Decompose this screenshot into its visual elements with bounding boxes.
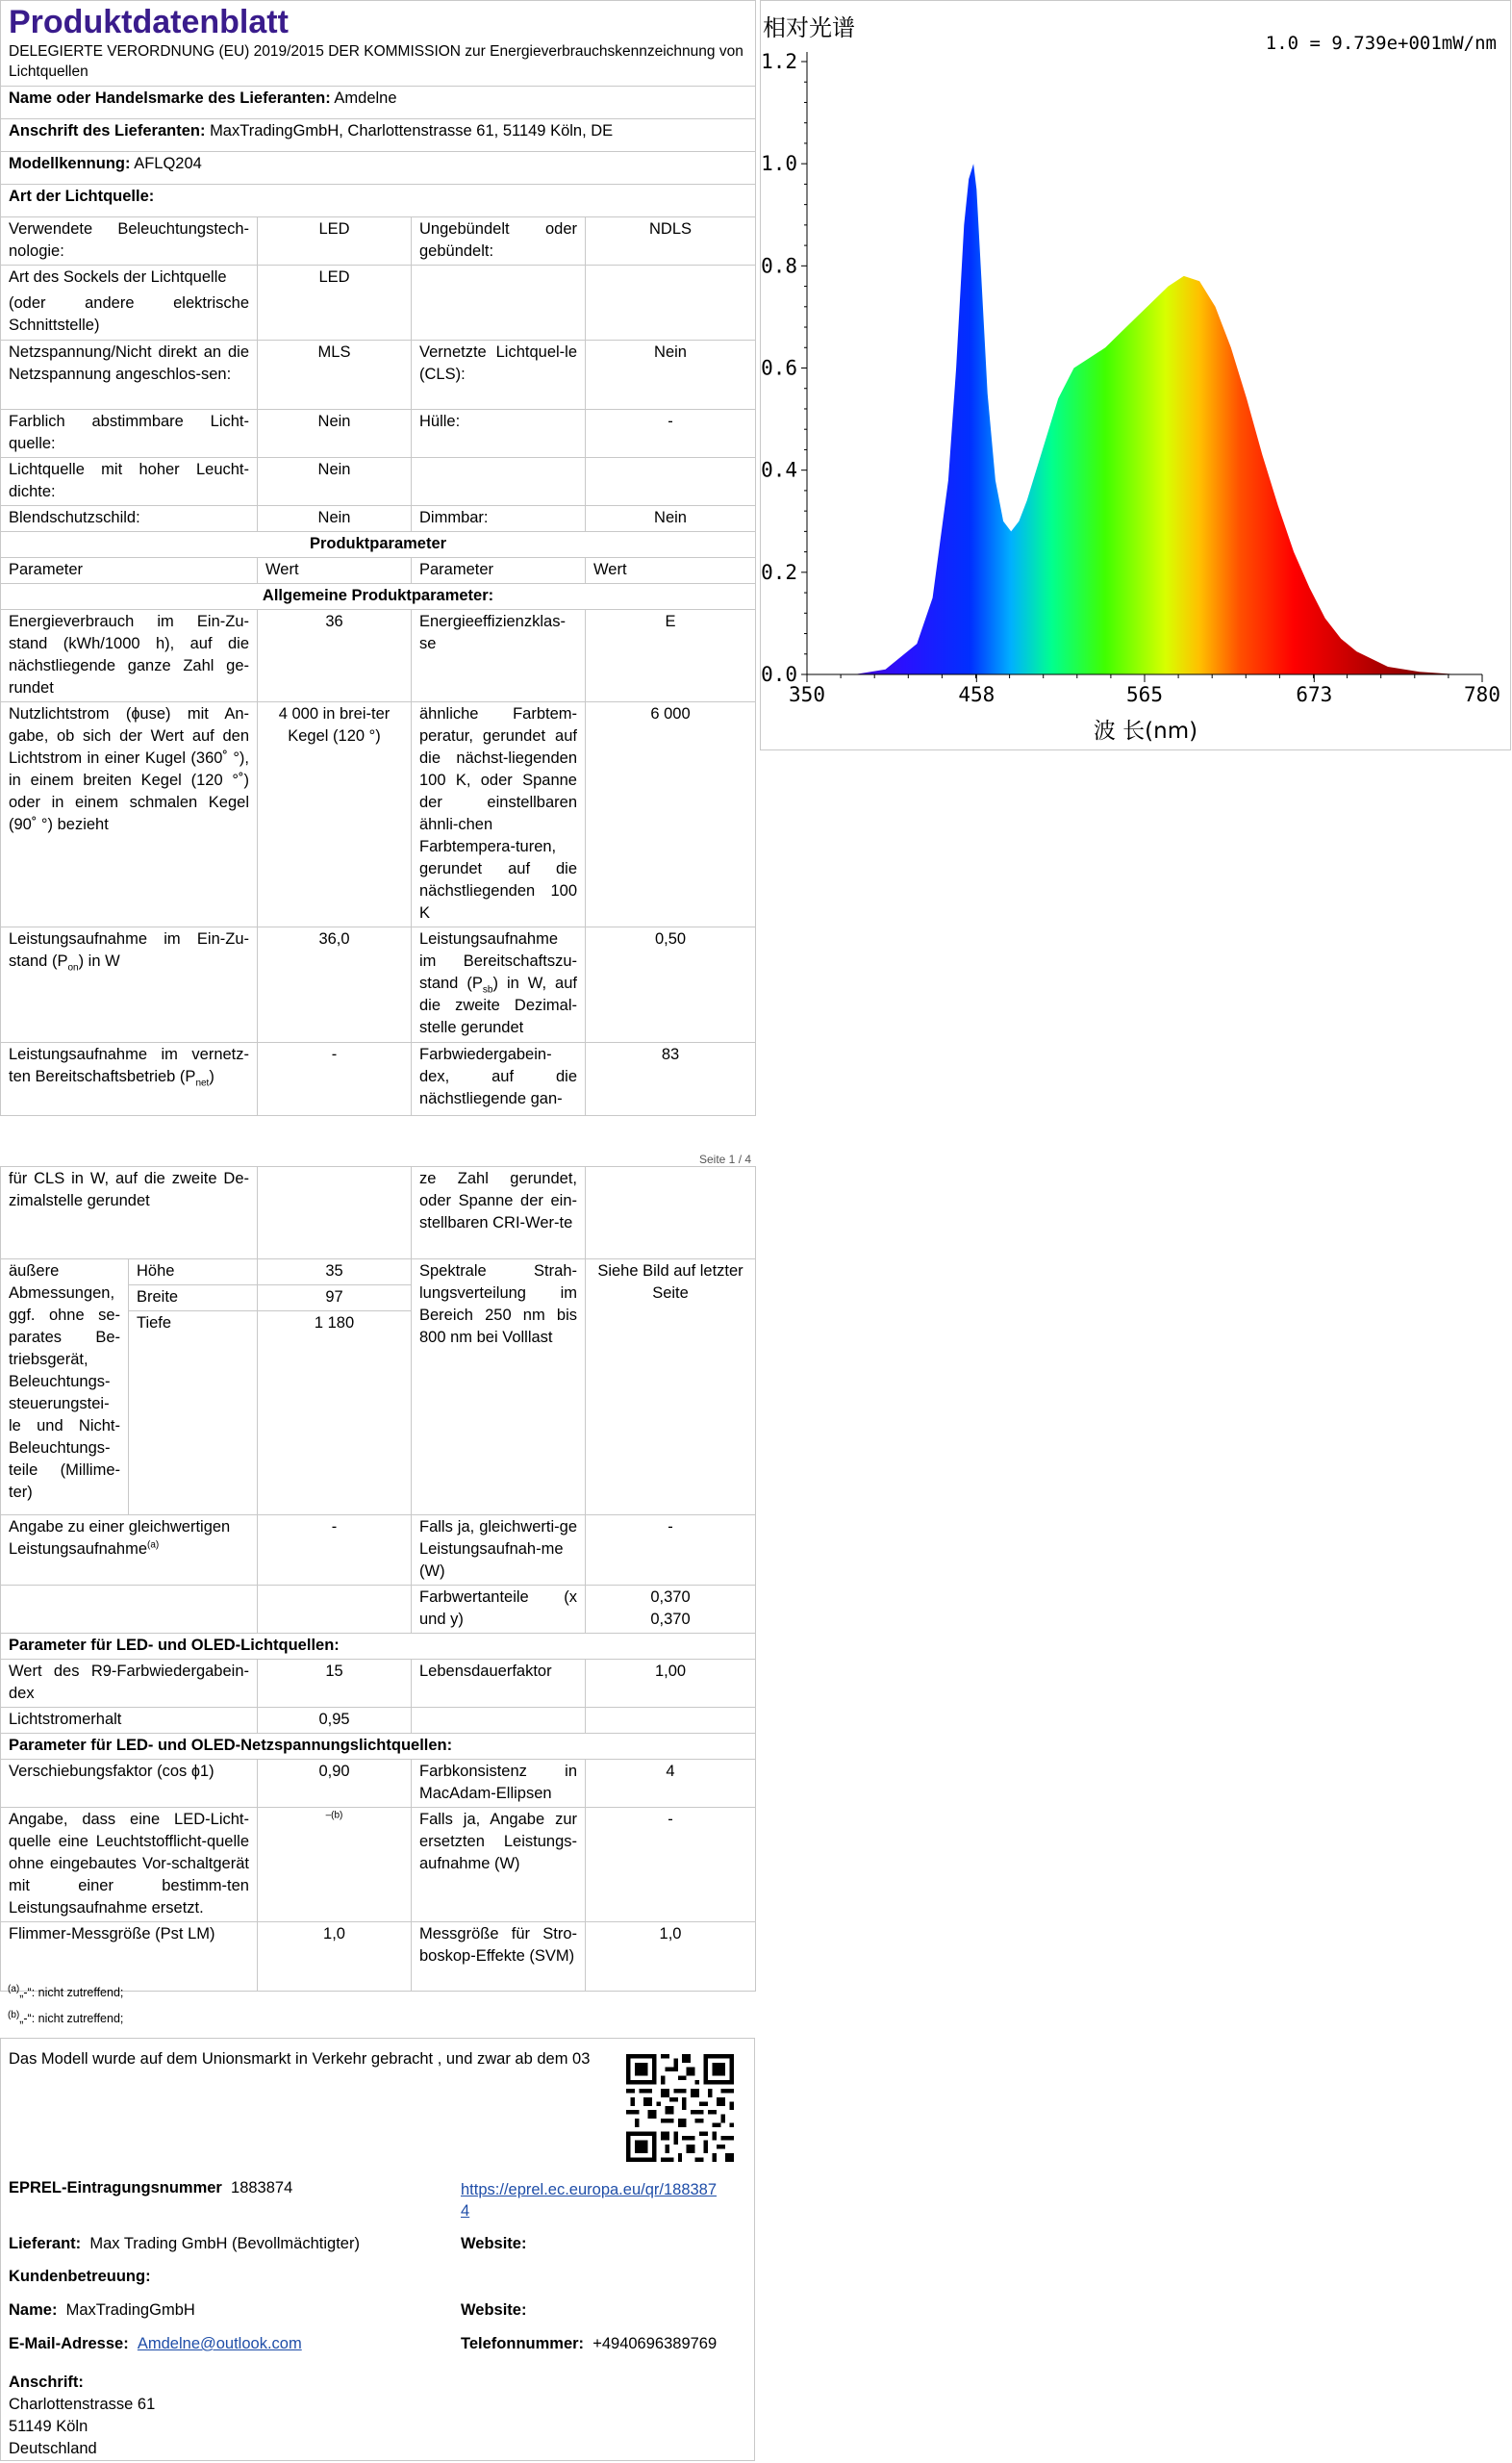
equivalent-power-value: - — [258, 1515, 412, 1586]
col-value-2: Wert — [586, 558, 756, 584]
x-axis-title: 波 长(nm) — [1093, 719, 1198, 744]
r9-value: 15 — [258, 1660, 412, 1708]
high-luminance-label: Lichtquelle mit hoher Leucht-dichte: — [1, 458, 258, 506]
survival-factor-label: Lebensdauerfaktor — [412, 1660, 586, 1708]
replacement-value: –(b) — [258, 1808, 412, 1922]
general-parameters-heading: Allgemeine Produktparameter: — [1, 584, 756, 610]
tunable-label: Farblich abstimmbare Licht-quelle: — [1, 410, 258, 458]
directional-label: Ungebündelt oder gebündelt: — [412, 217, 586, 266]
customer-service-label: Kundenbetreuung: — [9, 2268, 151, 2285]
eprel-link[interactable]: https://eprel.ec.europa.eu/qr/1883874 — [461, 2181, 718, 2220]
y-tick-label: 1.2 — [761, 50, 797, 73]
address-value: MaxTradingGmbH, Charlottenstrasse 61, 51149 Köln, DE — [210, 122, 614, 140]
directional-value: NDLS — [586, 217, 756, 266]
datasheet-table-continued — [0, 1166, 756, 1992]
survival-factor-value: 1,00 — [586, 1660, 756, 1708]
envelope-value: - — [586, 410, 756, 458]
lieferant-row: Lieferant: Max Trading GmbH (Bevollmächtigter) — [9, 2235, 360, 2252]
networked-standby-value: - — [258, 1043, 412, 1116]
colour-consistency-value: 4 — [586, 1760, 756, 1808]
technology-value: LED — [258, 217, 412, 266]
replaced-power-value: - — [586, 1808, 756, 1922]
x-tick-label: 780 — [1464, 683, 1500, 706]
col-value: Wert — [258, 558, 412, 584]
stroboscopic-label: Messgröße für Stro-boskop-Effekte (SVM) — [412, 1922, 586, 1992]
website-label: Website: — [461, 2235, 527, 2252]
replaced-power-label: Falls ja, Angabe zur ersetzten Leistungs-aufnahme (W) — [412, 1808, 586, 1922]
relative-spectrum-chart — [760, 0, 1511, 750]
y-tick-label: 0.8 — [761, 254, 797, 278]
y-tick-label: 0.4 — [761, 458, 797, 482]
width-value: 97 — [258, 1285, 412, 1311]
col-parameter: Parameter — [1, 558, 258, 584]
x-tick-label: 673 — [1296, 683, 1333, 706]
technology-label: Verwendete Beleuchtungstech-nologie: — [1, 217, 258, 266]
networked-standby-label: Leistungsaufnahme im vernetz-ten Bereitschaftsbetrieb $(P_{net})$ — [1, 1043, 258, 1116]
x-tick-label: 565 — [1126, 683, 1163, 706]
on-mode-power-value: 36,0 — [258, 927, 412, 1043]
luminous-flux-label: Nutzlichtstrom (ɸuse) mit An-gabe, ob sich der Wert auf den Lichtstrom in einer Kugel (360˚ °), in einem breiten Kegel (120 °˚) oder in einem schmalen Kegel (90˚ °) bezieht — [1, 702, 258, 927]
spectral-label: Spektrale Strah-lungsverteilung im Bereich 250 nm bis 800 nm bei Volllast — [412, 1259, 586, 1515]
y-tick-label: 0.0 — [761, 663, 797, 686]
cct-label: ähnliche Farbtem-peratur, gerundet auf die nächst-liegenden 100 K, oder Spanne der einstellbaren ähnli-chen Farbtempera-turen, gerundet auf die nächstliegenden 100 K — [412, 702, 586, 927]
datasheet-table — [0, 0, 756, 1116]
spectral-value: Siehe Bild auf letzter Seite — [586, 1259, 756, 1515]
glare-value: Nein — [258, 506, 412, 532]
y-tick-label: 0.2 — [761, 560, 797, 584]
mains-value: MLS — [258, 341, 412, 410]
chromaticity-label: Farbwertanteile (x und y) — [412, 1586, 586, 1634]
qr-code-icon — [626, 2054, 734, 2162]
chromaticity-value: 0,370 0,370 — [586, 1586, 756, 1634]
cri-value: 83 — [586, 1043, 756, 1116]
address-label: Anschrift des Lieferanten: — [9, 122, 206, 140]
page-title: Produktdatenblatt — [9, 4, 289, 40]
y-tick-label: 0.6 — [761, 356, 797, 380]
dimensions-label: äußere Abmessungen, ggf. ohne se-parates Be-triebsgerät, Beleuchtungs-steuerungstei-le und Nicht-Beleuchtungs-teile (Millime-ter) — [1, 1259, 129, 1515]
mains-led-parameters-heading: Parameter für LED- und OLED-Netzspannungslichtquellen: — [1, 1734, 756, 1760]
product-parameters-heading: Produktparameter — [1, 532, 756, 558]
envelope-label: Hülle: — [412, 410, 586, 458]
cap-value: LED — [258, 266, 412, 341]
email-row: E-Mail-Adresse: Amdelne@outlook.com — [9, 2335, 302, 2352]
footnote-a: $^{(a)}$„-“: nicht zutreffend; — [8, 1983, 124, 1999]
standby-power-value: 0,50 — [586, 927, 756, 1043]
cri-label-cont: ze Zahl gerundet, oder Spanne der ein-stellbaren CRI-Wer-te — [412, 1167, 586, 1259]
model-label: Modellkennung: — [9, 155, 131, 172]
cct-value: 6 000 — [586, 702, 756, 927]
networked-standby-label-cont: für CLS in W, auf die zweite De-zimalstelle gerundet — [1, 1167, 258, 1259]
equivalent-power-label: Angabe zu einer gleichwertigen Leistungsaufnahme$^{(a)}$ — [1, 1515, 258, 1586]
supplier-label: Name oder Handelsmarke des Lieferanten: — [9, 89, 331, 107]
led-parameters-heading: Parameter für LED- und OLED-Lichtquellen: — [1, 1634, 756, 1660]
depth-label: Tiefe — [129, 1311, 258, 1515]
cap-label-2: (oder andere elektrische Schnittstelle) — [9, 294, 249, 334]
glare-label: Blendschutzschild: — [1, 506, 258, 532]
spectrum-plot — [761, 1, 1510, 749]
cap-label: Art des Sockels der Lichtquelle — [9, 268, 227, 286]
email-link[interactable]: Amdelne@outlook.com — [137, 2335, 302, 2352]
x-tick-label: 350 — [789, 683, 825, 706]
height-label: Höhe — [129, 1259, 258, 1285]
x-tick-label: 458 — [958, 683, 995, 706]
on-mode-power-label: Leistungsaufnahme im Ein-Zu-stand $(P_{on})$ in W — [1, 927, 258, 1043]
phone-row: Telefonnummer: +4940696389769 — [461, 2335, 718, 2352]
energy-consumption-value: 36 — [258, 610, 412, 702]
eprel-row: EPREL-Eintragungsnummer 1883874 — [9, 2179, 293, 2196]
cls-label: Vernetzte Lichtquel-le (CLS): — [412, 341, 586, 410]
width-label: Breite — [129, 1285, 258, 1311]
stroboscopic-value: 1,0 — [586, 1922, 756, 1992]
dimmable-value: Nein — [586, 506, 756, 532]
cls-value: Nein — [586, 341, 756, 410]
name-row: Name: MaxTradingGmbH — [9, 2301, 195, 2319]
tunable-value: Nein — [258, 410, 412, 458]
col-parameter-2: Parameter — [412, 558, 586, 584]
type-label: Art der Lichtquelle: — [1, 185, 756, 217]
dimmable-label: Dimmbar: — [412, 506, 586, 532]
anschrift-block: Anschrift: Charlottenstrasse 61 51149 Köln Deutschland — [9, 2374, 156, 2457]
power-factor-label: Verschiebungsfaktor (cos ɸ1) — [1, 1760, 258, 1808]
equivalent-power-w-label: Falls ja, gleichwerti-ge Leistungsaufnah-me (W) — [412, 1515, 586, 1586]
r9-label: Wert des R9-Farbwiedergabein-dex — [1, 1660, 258, 1708]
power-factor-value: 0,90 — [258, 1760, 412, 1808]
energy-consumption-label: Energieverbrauch im Ein-Zu-stand (kWh/1000 h), auf die nächstliegende ganze Zahl ge-rundet — [1, 610, 258, 702]
high-luminance-value: Nein — [258, 458, 412, 506]
model-value: AFLQ204 — [134, 155, 202, 172]
lumen-maintenance-label: Lichtstromerhalt — [1, 1708, 258, 1734]
depth-value: 1 180 — [258, 1311, 412, 1515]
supplier-value: Amdelne — [334, 89, 397, 107]
chart-title: 相对光谱 — [763, 14, 855, 41]
efficiency-class-label: Energieeffizienzklas-se — [412, 610, 586, 702]
cri-label: Farbwiedergabein-dex, auf die nächstliegende gan- — [412, 1043, 586, 1116]
flicker-label: Flimmer-Messgröße (Pst LM) — [1, 1922, 258, 1992]
regulation-subtitle: DELEGIERTE VERORDNUNG (EU) 2019/2015 DER KOMMISSION zur Energieverbrauchskennzeichnung von Lichtquellen — [9, 43, 743, 80]
mains-label: Netzspannung/Nicht direkt an die Netzspannung angeschlos-sen: — [1, 341, 258, 410]
colour-consistency-label: Farbkonsistenz in MacAdam-Ellipsen — [412, 1760, 586, 1808]
replacement-label: Angabe, dass eine LED-Licht-quelle eine Leuchtstofflicht-quelle ohne eingebautes Vor-schaltgerät mit einer bestimm-ten Leistungsaufnahme ersetzt. — [1, 1808, 258, 1922]
luminous-flux-value: 4 000 in brei-ter Kegel (120 °) — [258, 702, 412, 927]
height-value: 35 — [258, 1259, 412, 1285]
equivalent-power-w-value: - — [586, 1515, 756, 1586]
flicker-value: 1,0 — [258, 1922, 412, 1992]
y-tick-label: 1.0 — [761, 152, 797, 176]
supplier-contact-box — [0, 2038, 755, 2461]
spectrum-area — [807, 164, 1482, 674]
standby-power-label: Leistungsaufnahme im Bereitschaftszu-stand $(P_{sb})$ in W, auf die zweite Dezimal-stelle gerundet — [412, 927, 586, 1043]
footnote-b: $^{(b)}$„-“: nicht zutreffend; — [8, 2009, 124, 2025]
market-date-text: Das Modell wurde auf dem Unionsmarkt in Verkehr gebracht , und zwar ab dem 03 — [9, 2050, 591, 2068]
efficiency-class-value: E — [586, 610, 756, 702]
lumen-maintenance-value: 0,95 — [258, 1708, 412, 1734]
chart-annotation: 1.0 = 9.739e+001mW/nm — [1265, 33, 1497, 54]
website-label-2: Website: — [461, 2301, 527, 2319]
page-number: Seite 1 / 4 — [699, 1153, 752, 1166]
